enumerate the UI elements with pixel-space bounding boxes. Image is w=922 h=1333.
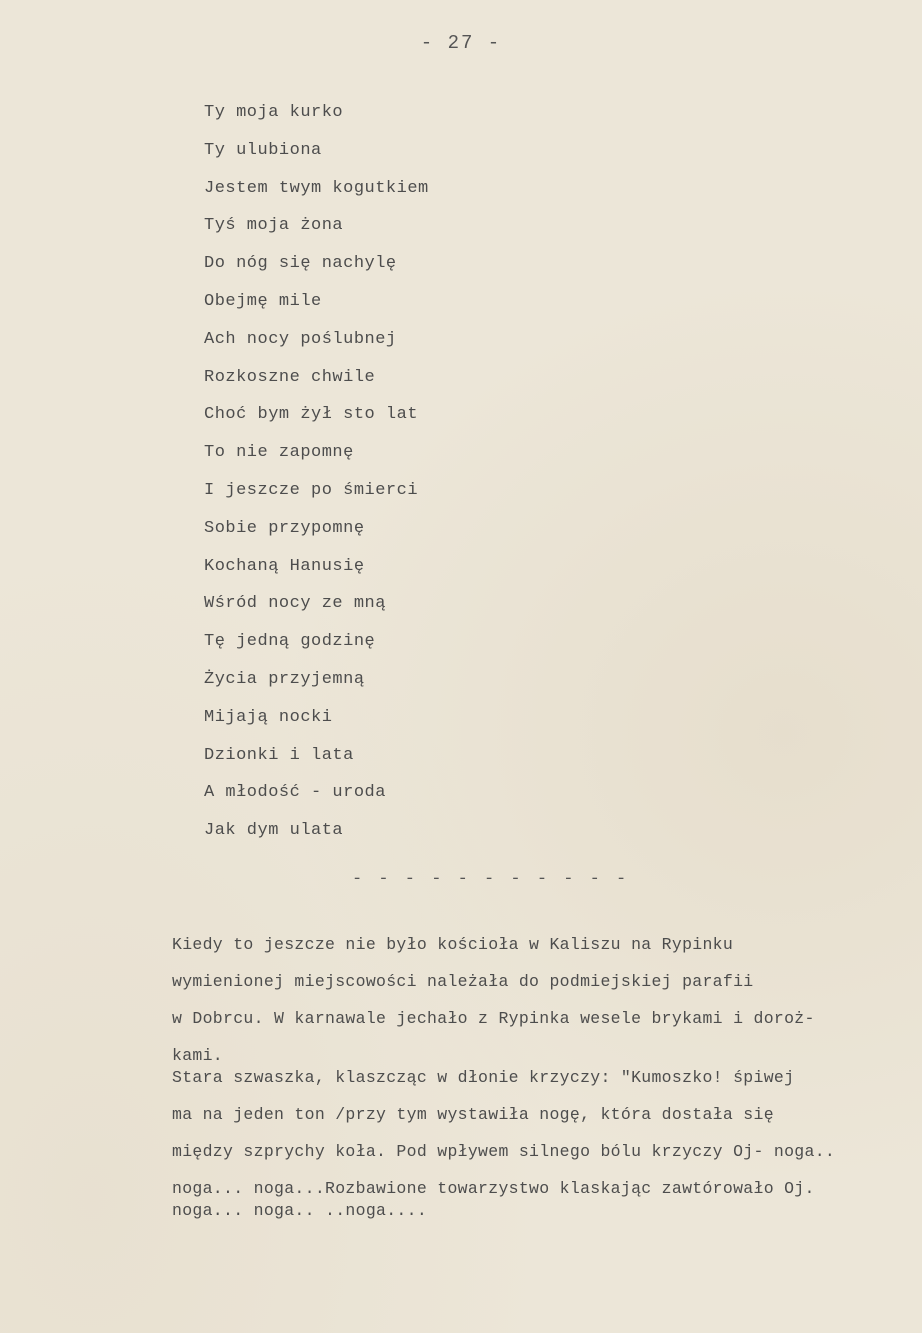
poem-line: Do nóg się nachylę (204, 254, 397, 274)
prose-line: Kiedy to jeszcze nie było kościoła w Kaliszu na Rypinku (172, 935, 734, 954)
prose-line: noga... noga...Rozbawione towarzystwo klaskając zawtórowało Oj. (172, 1179, 815, 1198)
poem-line: Mijają nocki (204, 707, 333, 727)
poem-line: Obejmę mile (204, 291, 322, 311)
prose-line: noga... noga.. ..noga.... (172, 1201, 428, 1220)
page-number: - 27 - (420, 32, 502, 54)
poem-line: Dzionki i lata (204, 745, 354, 765)
prose-line: w Dobrcu. W karnawale jechało z Rypinka wesele brykami i doroż- (172, 1009, 815, 1028)
prose-line: wymienionej miejscowości należała do podmiejskiej parafii (172, 972, 754, 991)
poem-line: A młodość - uroda (204, 783, 386, 803)
poem-line: Kochaną Hanusię (204, 556, 365, 576)
prose-line: Stara szwaszka, klaszcząc w dłonie krzyczy: "Kumoszko! śpiwej (172, 1068, 795, 1087)
poem-line: Wśród nocy ze mną (204, 594, 386, 614)
poem-line: Sobie przypomnę (204, 518, 365, 538)
prose-line: między szprychy koła. Pod wpływem silnego bólu krzyczy Oj- noga.. (172, 1142, 836, 1161)
poem (204, 100, 429, 856)
poem-line: Tę jedną godzinę (204, 632, 376, 652)
poem-line: Ach nocy poślubnej (204, 329, 397, 349)
poem-line: Tyś moja żona (204, 216, 344, 236)
prose-paragraph (172, 932, 912, 1235)
poem-line: Rozkoszne chwile (204, 367, 376, 387)
poem-line: Ty ulubiona (204, 140, 322, 160)
poem-line: Jak dym ulata (204, 821, 344, 841)
poem-line: Ty moja kurko (204, 103, 344, 122)
prose-line: kami. (172, 1046, 224, 1065)
poem-line: Jestem twym kogutkiem (204, 178, 429, 198)
section-separator: - - - - - - - - - - - (352, 870, 630, 889)
poem-line: Choć bym żył sto lat (204, 405, 419, 425)
poem-line: Życia przyjemną (204, 669, 365, 689)
prose-line: ma na jeden ton /przy tym wystawiła nogę, która dostała się (172, 1105, 774, 1124)
poem-line: To nie zapomnę (204, 443, 354, 463)
poem-line: I jeszcze po śmierci (204, 480, 419, 500)
